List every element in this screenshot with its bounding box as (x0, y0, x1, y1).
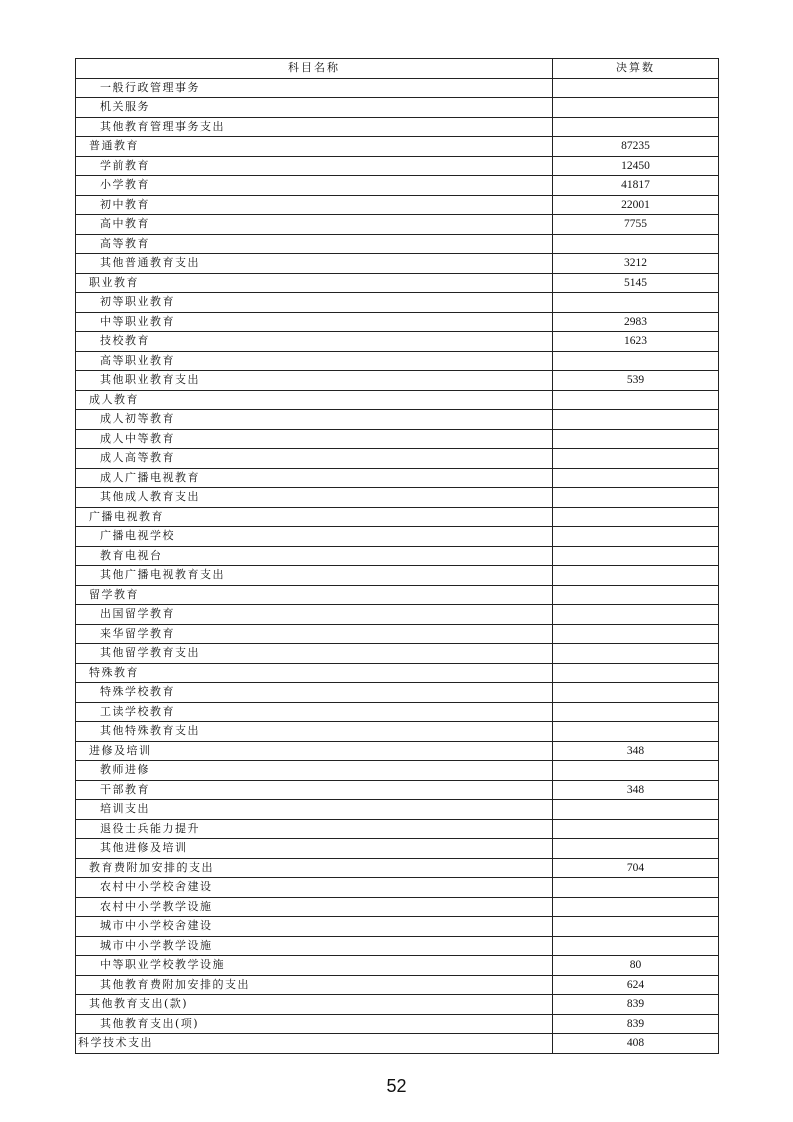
final-amount-cell (553, 449, 719, 469)
subject-name-cell: 其他特殊教育支出 (76, 722, 553, 742)
table-row (76, 644, 719, 664)
subject-name-cell: 普通教育 (76, 137, 553, 157)
final-amount-cell: 348 (553, 741, 719, 761)
subject-name-cell: 小学教育 (76, 176, 553, 196)
final-amount-cell (553, 468, 719, 488)
page-number: 52 (386, 1076, 407, 1096)
final-amount-cell (553, 819, 719, 839)
subject-name-cell: 留学教育 (76, 585, 553, 605)
subject-name-cell: 高等职业教育 (76, 351, 553, 371)
table-row (76, 98, 719, 118)
table-row (76, 488, 719, 508)
final-amount-cell: 348 (553, 780, 719, 800)
subject-name-cell: 其他教育支出(项) (76, 1014, 553, 1034)
subject-name-cell: 成人教育 (76, 390, 553, 410)
final-amount-cell (553, 605, 719, 625)
subject-name-cell: 机关服务 (76, 98, 553, 118)
final-amount-cell: 839 (553, 995, 719, 1015)
subject-name-cell: 其他广播电视教育支出 (76, 566, 553, 586)
table-row (76, 351, 719, 371)
subject-name-cell: 来华留学教育 (76, 624, 553, 644)
final-amount-cell (553, 624, 719, 644)
final-amount-cell (553, 234, 719, 254)
table-row (76, 605, 719, 625)
table-row (76, 507, 719, 527)
final-amount-cell (553, 800, 719, 820)
table-row (76, 195, 719, 215)
subject-name-cell: 广播电视教育 (76, 507, 553, 527)
final-amount-cell: 41817 (553, 176, 719, 196)
final-amount-cell (553, 917, 719, 937)
table-row (76, 371, 719, 391)
final-amount-cell (553, 117, 719, 137)
final-amount-cell (553, 410, 719, 430)
table-row (76, 819, 719, 839)
final-amount-cell (553, 546, 719, 566)
subject-name-cell: 其他普通教育支出 (76, 254, 553, 274)
table-row (76, 117, 719, 137)
table-row (76, 722, 719, 742)
table-row (76, 761, 719, 781)
final-amount-cell (553, 683, 719, 703)
subject-name-cell: 其他教育支出(款) (76, 995, 553, 1015)
final-amount-cell (553, 429, 719, 449)
table-row (76, 429, 719, 449)
final-amount-cell (553, 293, 719, 313)
subject-name-cell: 初等职业教育 (76, 293, 553, 313)
final-amount-cell: 704 (553, 858, 719, 878)
subject-name-cell: 干部教育 (76, 780, 553, 800)
final-amount-cell (553, 936, 719, 956)
final-amount-cell (553, 527, 719, 547)
table-row (76, 897, 719, 917)
table-row (76, 780, 719, 800)
subject-name-cell: 广播电视学校 (76, 527, 553, 547)
final-amount-cell: 7755 (553, 215, 719, 235)
final-amount-cell: 839 (553, 1014, 719, 1034)
final-amount-cell: 80 (553, 956, 719, 976)
table-row (76, 468, 719, 488)
budget-table-container (75, 58, 718, 1054)
table-row (76, 1034, 719, 1054)
final-amount-cell: 408 (553, 1034, 719, 1054)
subject-name-cell: 其他留学教育支出 (76, 644, 553, 664)
final-amount-cell (553, 644, 719, 664)
table-row (76, 956, 719, 976)
final-amount-cell (553, 98, 719, 118)
subject-name-cell: 成人中等教育 (76, 429, 553, 449)
table-row (76, 293, 719, 313)
subject-name-cell: 其他教育费附加安排的支出 (76, 975, 553, 995)
table-row (76, 312, 719, 332)
final-amount-cell (553, 507, 719, 527)
subject-name-cell: 其他教育管理事务支出 (76, 117, 553, 137)
final-amount-cell (553, 78, 719, 98)
table-row (76, 975, 719, 995)
subject-name-cell: 特殊学校教育 (76, 683, 553, 703)
table-row (76, 663, 719, 683)
table-row (76, 936, 719, 956)
table-row (76, 683, 719, 703)
table-row (76, 839, 719, 859)
subject-name-cell: 其他进修及培训 (76, 839, 553, 859)
table-row (76, 1014, 719, 1034)
final-amount-cell (553, 390, 719, 410)
header-subject-name: 科目名称 (76, 59, 553, 79)
subject-name-cell: 成人高等教育 (76, 449, 553, 469)
subject-name-cell: 教育费附加安排的支出 (76, 858, 553, 878)
final-amount-cell (553, 351, 719, 371)
final-amount-cell: 22001 (553, 195, 719, 215)
final-amount-cell: 1623 (553, 332, 719, 352)
final-amount-cell (553, 663, 719, 683)
subject-name-cell: 职业教育 (76, 273, 553, 293)
subject-name-cell: 退役士兵能力提升 (76, 819, 553, 839)
final-amount-cell: 2983 (553, 312, 719, 332)
table-row (76, 332, 719, 352)
final-amount-cell (553, 566, 719, 586)
final-amount-cell (553, 585, 719, 605)
table-row (76, 410, 719, 430)
final-amount-cell: 12450 (553, 156, 719, 176)
final-amount-cell (553, 702, 719, 722)
table-row (76, 156, 719, 176)
subject-name-cell: 教师进修 (76, 761, 553, 781)
subject-name-cell: 成人初等教育 (76, 410, 553, 430)
table-row (76, 624, 719, 644)
table-row (76, 546, 719, 566)
final-amount-cell: 87235 (553, 137, 719, 157)
subject-name-cell: 农村中小学教学设施 (76, 897, 553, 917)
subject-name-cell: 初中教育 (76, 195, 553, 215)
header-final-amount: 决算数 (553, 59, 719, 79)
final-amount-cell: 3212 (553, 254, 719, 274)
table-row (76, 449, 719, 469)
table-row (76, 273, 719, 293)
subject-name-cell: 工读学校教育 (76, 702, 553, 722)
final-amount-cell (553, 722, 719, 742)
table-row (76, 176, 719, 196)
subject-name-cell: 城市中小学教学设施 (76, 936, 553, 956)
subject-name-cell: 出国留学教育 (76, 605, 553, 625)
subject-name-cell: 培训支出 (76, 800, 553, 820)
final-amount-cell (553, 761, 719, 781)
subject-name-cell: 其他成人教育支出 (76, 488, 553, 508)
subject-name-cell: 农村中小学校舍建设 (76, 878, 553, 898)
table-row (76, 585, 719, 605)
table-row (76, 234, 719, 254)
table-row (76, 995, 719, 1015)
table-row (76, 917, 719, 937)
subject-name-cell: 科学技术支出 (76, 1034, 553, 1054)
subject-name-cell: 进修及培训 (76, 741, 553, 761)
table-row (76, 137, 719, 157)
subject-name-cell: 其他职业教育支出 (76, 371, 553, 391)
subject-name-cell: 技校教育 (76, 332, 553, 352)
table-row (76, 741, 719, 761)
final-amount-cell: 5145 (553, 273, 719, 293)
table-row (76, 215, 719, 235)
subject-name-cell: 中等职业学校教学设施 (76, 956, 553, 976)
table-row (76, 800, 719, 820)
table-row (76, 254, 719, 274)
table-row (76, 878, 719, 898)
final-amount-cell (553, 897, 719, 917)
budget-table (75, 58, 719, 1054)
subject-name-cell: 城市中小学校舍建设 (76, 917, 553, 937)
subject-name-cell: 高等教育 (76, 234, 553, 254)
table-row (76, 78, 719, 98)
final-amount-cell: 624 (553, 975, 719, 995)
table-row (76, 390, 719, 410)
subject-name-cell: 中等职业教育 (76, 312, 553, 332)
subject-name-cell: 成人广播电视教育 (76, 468, 553, 488)
subject-name-cell: 高中教育 (76, 215, 553, 235)
table-row (76, 858, 719, 878)
subject-name-cell: 一般行政管理事务 (76, 78, 553, 98)
table-row (76, 566, 719, 586)
subject-name-cell: 特殊教育 (76, 663, 553, 683)
final-amount-cell (553, 839, 719, 859)
table-row (76, 702, 719, 722)
subject-name-cell: 教育电视台 (76, 546, 553, 566)
table-header-row (76, 59, 719, 79)
final-amount-cell (553, 488, 719, 508)
final-amount-cell (553, 878, 719, 898)
final-amount-cell: 539 (553, 371, 719, 391)
subject-name-cell: 学前教育 (76, 156, 553, 176)
table-row (76, 527, 719, 547)
table-body (76, 78, 719, 1053)
